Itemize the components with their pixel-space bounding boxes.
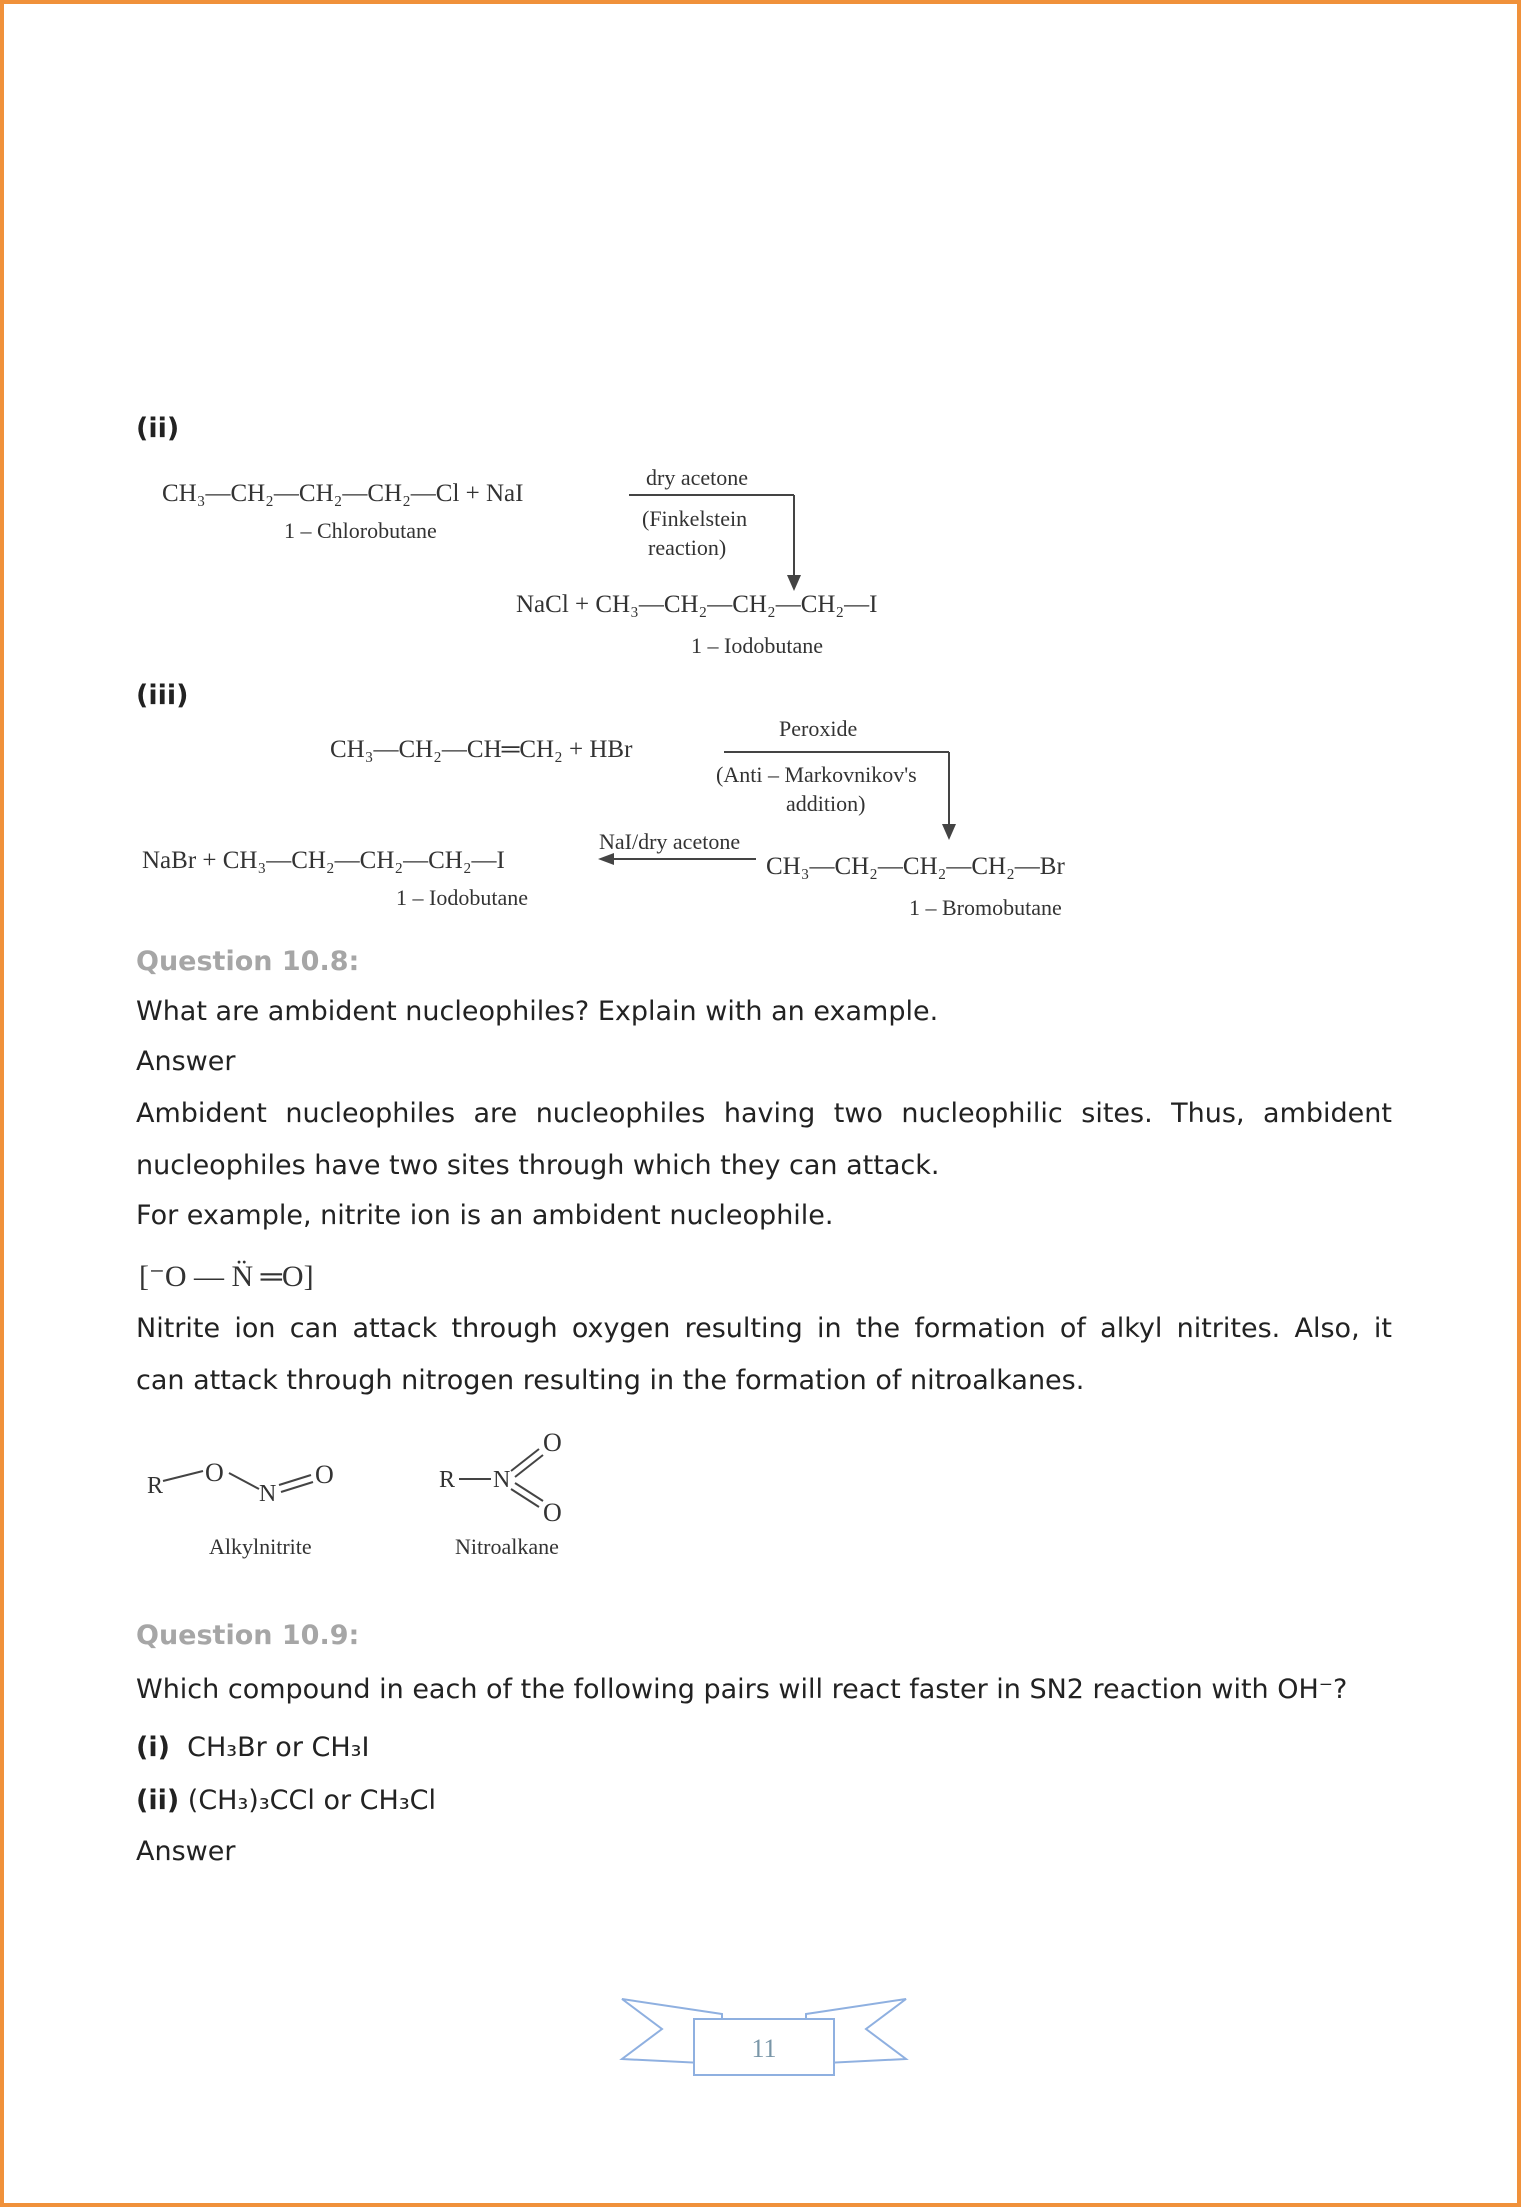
alkylnitrite-nitroalkane-structures	[139, 1419, 599, 1569]
option-i-label: (i)	[136, 1732, 170, 1763]
question-10-9-text: Which compound in each of the following pairs will react faster in SN2 reaction with OH⁻?	[136, 1674, 1348, 1705]
option-ii-text: (CH₃)₃CCl or CH₃Cl	[187, 1785, 436, 1816]
reagent-2: NaI/dry acetone	[599, 829, 741, 854]
svg-text:O: O	[205, 1458, 224, 1487]
option-ii-label: (ii)	[136, 1785, 180, 1816]
reagent-top: Peroxide	[779, 716, 858, 741]
arrow-left-icon	[598, 853, 614, 865]
product-name: 1 – Iodobutane	[691, 633, 823, 658]
svg-text:N: N	[259, 1481, 277, 1507]
option-ii	[136, 1783, 436, 1819]
question-10-8-heading: Question 10.8:	[136, 946, 360, 977]
question-10-8-text: What are ambident nucleophiles? Explain with an example.	[136, 996, 939, 1027]
reagent-bottom-1: (Finkelstein	[642, 506, 748, 531]
nitrite-ion-structure	[139, 1244, 359, 1304]
page-number-ribbon	[614, 1989, 914, 2079]
question-10-9-heading: Question 10.9:	[136, 1620, 360, 1651]
arrow-head-icon	[942, 824, 956, 840]
reactant-formula: CH₃—CH₂—CH₂—CH₂—Cl + NaI	[162, 480, 524, 507]
svg-text:O: O	[543, 1428, 562, 1457]
answer-paragraph-3-line-1: Nitrite ion can attack through oxygen resulting in the formation of alkyl nitrites. Also, it	[136, 1313, 1392, 1344]
svg-text:O: O	[543, 1498, 562, 1527]
arrow-head-icon	[787, 575, 801, 591]
svg-text:R: R	[147, 1473, 164, 1499]
product-formula: NaCl + CH₃—CH₂—CH₂—CH₂—I	[516, 591, 878, 618]
product-formula: NaBr + CH₃—CH₂—CH₂—CH₂—I	[142, 847, 505, 874]
product-name: 1 – Iodobutane	[396, 885, 528, 910]
page-number: 11	[751, 2034, 777, 2063]
intermediate-formula: CH₃—CH₂—CH₂—CH₂—Br	[766, 853, 1065, 880]
answer-paragraph-3-line-2: can attack through nitrogen resulting in the formation of nitroalkanes.	[136, 1365, 1085, 1396]
reagent-bottom-1: (Anti – Markovnikov's	[716, 762, 917, 787]
answer-paragraph-1-line-2: nucleophiles have two sites through which they can attack.	[136, 1150, 940, 1181]
reactant-name: 1 – Chlorobutane	[284, 518, 437, 543]
option-i	[136, 1730, 369, 1766]
intermediate-name: 1 – Bromobutane	[909, 895, 1062, 920]
part-iii-label: (iii)	[136, 680, 189, 711]
answer-paragraph-1-line-1: Ambident nucleophiles are nucleophiles having two nucleophilic sites. Thus, ambident	[136, 1098, 1392, 1129]
reagent-top: dry acetone	[646, 465, 748, 490]
svg-text:O: O	[315, 1460, 334, 1489]
svg-text:R: R	[439, 1467, 456, 1493]
finkelstein-reaction-diagram	[154, 459, 984, 669]
answer-paragraph-2: For example, nitrite ion is an ambident nucleophile.	[136, 1200, 834, 1231]
anti-markovnikov-reaction-diagram	[134, 716, 1164, 931]
alkylnitrite-structure	[147, 1458, 334, 1559]
answer-label-10-9: Answer	[136, 1836, 236, 1867]
alkylnitrite-label: Alkylnitrite	[209, 1534, 312, 1559]
reagent-bottom-2: addition)	[786, 791, 866, 816]
answer-label: Answer	[136, 1046, 236, 1077]
nitroalkane-structure	[439, 1428, 562, 1559]
option-i-text: CH₃Br or CH₃I	[187, 1732, 370, 1763]
nitrite-formula: [⁻O — N̈ ═O]	[139, 1260, 314, 1293]
reagent-bottom-2: reaction)	[648, 535, 727, 560]
part-ii-label: (ii)	[136, 413, 180, 444]
reactant-formula: CH₃—CH₂—CH═CH₂ + HBr	[330, 736, 633, 763]
svg-text:N: N	[493, 1467, 511, 1493]
nitroalkane-label: Nitroalkane	[455, 1534, 559, 1559]
